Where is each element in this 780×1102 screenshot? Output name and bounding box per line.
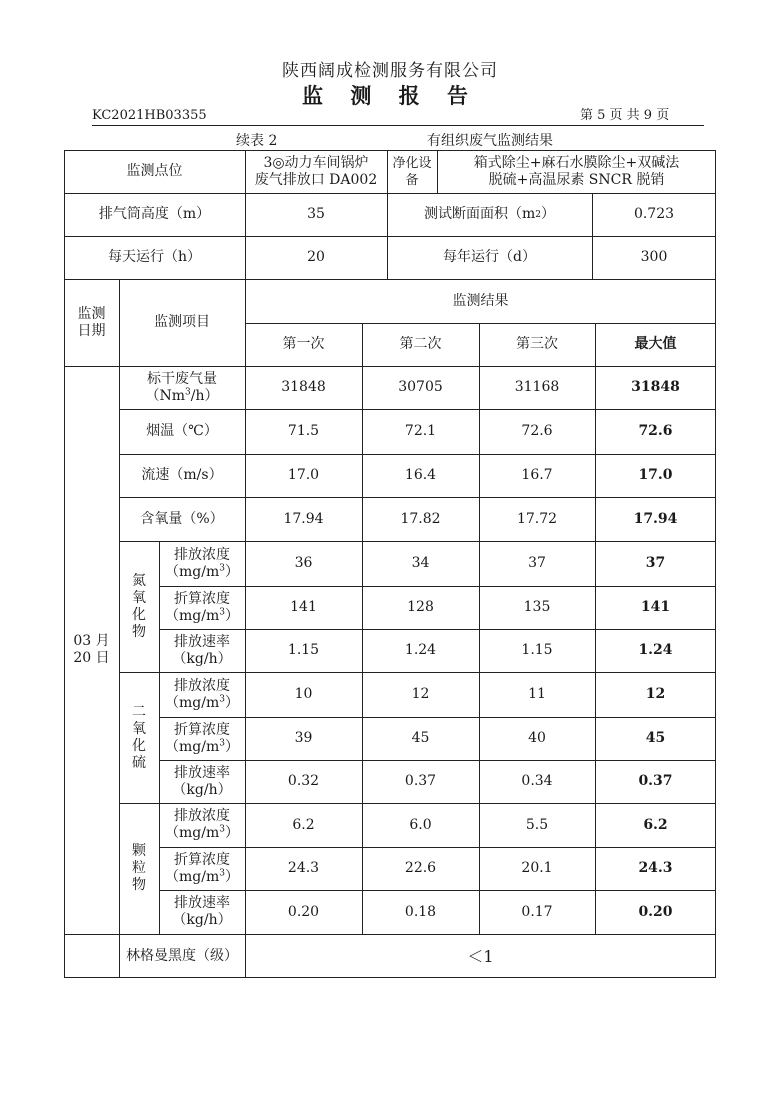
monitoring-date xyxy=(64,366,119,934)
so2-converted-label-text: 折算浓度 xyxy=(174,721,230,738)
so2-converted-unit xyxy=(165,739,239,756)
nox-converted-run-2: 128 xyxy=(407,599,434,615)
pm-group-char-2: 粒 xyxy=(132,860,146,876)
nox-conc-unit xyxy=(165,564,239,581)
table-name: 续表 2 xyxy=(236,133,278,149)
monitoring-point-line-2: 废气排放口 DA002 xyxy=(254,171,378,188)
pm-group-label xyxy=(119,803,159,934)
nox-converted-unit xyxy=(165,608,239,625)
so2-conc-unit-sup: 3 xyxy=(219,693,225,704)
so2-conc-unit xyxy=(165,695,239,712)
gas-volume-run-1: 31848 xyxy=(281,379,326,395)
nox-converted-run-3: 135 xyxy=(523,599,551,615)
temperature-max: 72.6 xyxy=(638,423,673,439)
gas-volume-run-2: 30705 xyxy=(398,379,443,395)
nox-rate-max: 1.24 xyxy=(638,642,673,658)
so2-group-char-4: 硫 xyxy=(132,754,146,771)
table-title: 有组织废气监测结果 xyxy=(427,133,553,149)
pm-rate-run-1: 0.20 xyxy=(287,903,320,920)
pm-converted-run-3: 20.1 xyxy=(521,860,553,876)
ringelmann-label: 林格曼黑度（级） xyxy=(126,947,238,964)
page-indicator: 第 5 页 共 9 页 xyxy=(580,108,670,123)
velocity-run-2: 16.4 xyxy=(404,467,437,483)
yearly-run-label: 每年运行（d） xyxy=(443,249,536,265)
gas-volume-label-text: 标干废气量 xyxy=(147,370,217,387)
nox-converted-unit-text: （mg/m xyxy=(165,607,220,624)
date-day: 20 日 xyxy=(73,650,110,666)
monitoring-point-value xyxy=(245,150,387,193)
col-header-max: 最大值 xyxy=(634,336,677,352)
date-header-line-2: 日期 xyxy=(77,322,106,339)
pm-conc-unit-text: （mg/m xyxy=(165,825,220,841)
pm-converted-unit xyxy=(165,869,239,886)
velocity-label: 流速（m/s） xyxy=(141,467,223,483)
nox-rate-run-1: 1.15 xyxy=(287,642,320,658)
nox-conc-unit-text: （mg/m xyxy=(165,563,220,580)
so2-conc-unit-close: ） xyxy=(224,694,239,711)
nox-conc-run-2: 34 xyxy=(411,555,430,571)
nox-group-char-3: 化 xyxy=(132,606,146,623)
ringelmann-value: ＜1 xyxy=(467,946,494,966)
report-number: KC2021HB03355 xyxy=(92,108,207,123)
col-header-run-2: 第二次 xyxy=(399,336,442,352)
date-column-header xyxy=(64,279,119,366)
nox-conc-run-3: 37 xyxy=(528,555,546,571)
nox-group-char-2: 氧 xyxy=(132,589,146,606)
section-area-label-text: 测试断面面积（m xyxy=(423,206,536,222)
velocity-run-1: 17.0 xyxy=(287,467,320,483)
pm-conc-unit-sup: 3 xyxy=(219,824,225,835)
pm-converted-run-2: 22.6 xyxy=(404,860,437,876)
so2-group-label xyxy=(119,672,159,803)
monitoring-point-label: 监测点位 xyxy=(126,163,183,179)
nox-converted-unit-close: ） xyxy=(224,607,239,624)
pm-rate-max: 0.20 xyxy=(638,903,673,920)
gas-volume-unit-sup: 3 xyxy=(185,386,191,397)
so2-conc-run-1: 10 xyxy=(294,686,313,702)
so2-converted-run-1: 39 xyxy=(294,730,313,746)
nox-group-label xyxy=(119,541,159,672)
temperature-run-1: 71.5 xyxy=(287,423,320,439)
so2-conc-run-2: 12 xyxy=(411,686,430,702)
pm-conc-unit-close: ） xyxy=(224,825,239,841)
so2-rate-max: 0.37 xyxy=(638,773,673,789)
so2-group-char-2: 氧 xyxy=(132,720,146,737)
monitoring-point-line-1: 3◎动力车间锅炉 xyxy=(263,154,369,171)
velocity-run-3: 16.7 xyxy=(521,467,553,483)
nox-conc-run-1: 36 xyxy=(294,555,313,571)
pm-rate-run-3: 0.17 xyxy=(521,903,553,920)
gas-volume-unit-text: （Nm xyxy=(145,387,186,404)
daily-run-label: 每天运行（h） xyxy=(107,249,202,265)
gas-volume-run-3: 31168 xyxy=(514,379,560,395)
pm-converted-unit-sup: 3 xyxy=(219,867,225,878)
nox-conc-max: 37 xyxy=(645,555,666,571)
pm-converted-unit-close: ） xyxy=(224,868,239,885)
so2-rate-run-2: 0.37 xyxy=(404,773,437,789)
nox-converted-run-1: 141 xyxy=(290,599,317,615)
pm-conc-run-2: 6.0 xyxy=(409,816,432,833)
pm-group-char-1: 颗 xyxy=(132,843,146,859)
so2-group-char-1: 二 xyxy=(132,703,146,720)
pm-conc-run-1: 6.2 xyxy=(292,816,315,833)
date-month: 03 月 xyxy=(73,633,110,649)
col-header-run-1: 第一次 xyxy=(282,336,325,352)
col-header-run-3: 第三次 xyxy=(516,336,558,352)
pm-group-char-3: 物 xyxy=(132,877,146,893)
purification-label: 净化设备 xyxy=(392,155,432,188)
pm-conc-label-text: 排放浓度 xyxy=(174,808,230,824)
nox-converted-max: 141 xyxy=(640,599,671,615)
so2-conc-max: 12 xyxy=(645,686,666,702)
stack-height-label: 排气筒高度（m） xyxy=(98,206,211,222)
pm-rate-label-text: 排放速率 xyxy=(174,895,230,911)
oxygen-run-2: 17.82 xyxy=(400,510,441,527)
yearly-run-value: 300 xyxy=(640,249,668,265)
gas-volume-max: 31848 xyxy=(631,379,680,395)
nox-converted-label-text: 折算浓度 xyxy=(174,590,230,607)
nox-group-char-1: 氮 xyxy=(132,572,146,589)
gas-volume-label xyxy=(119,366,245,409)
so2-converted-unit-text: （mg/m xyxy=(165,738,220,755)
so2-conc-label xyxy=(159,672,245,717)
pm-rate-unit: （kg/h） xyxy=(172,912,232,928)
so2-conc-unit-text: （mg/m xyxy=(165,694,220,711)
so2-converted-unit-sup: 3 xyxy=(219,737,225,748)
report-title: 监 测 报 告 xyxy=(302,83,478,108)
pm-converted-label-text: 折算浓度 xyxy=(174,851,230,868)
section-area-label-close: ） xyxy=(541,206,555,222)
temperature-run-3: 72.6 xyxy=(521,423,553,439)
temperature-label: 烟温（℃） xyxy=(146,423,218,439)
company-name: 陕西阔成检测服务有限公司 xyxy=(282,61,498,81)
nox-converted-label xyxy=(159,586,245,629)
daily-run-value: 20 xyxy=(307,249,325,265)
purification-line-2: 脱硫+高温尿素 SNCR 脱销 xyxy=(488,171,665,188)
nox-rate-label-text: 排放速率 xyxy=(174,633,230,650)
stack-height-value: 35 xyxy=(307,206,325,222)
pm-converted-label xyxy=(159,847,245,890)
oxygen-label: 含氧量（%） xyxy=(140,510,224,527)
so2-conc-label-text: 排放浓度 xyxy=(174,677,230,694)
date-header-line-1: 监测 xyxy=(77,305,106,322)
pm-converted-run-1: 24.3 xyxy=(287,860,320,876)
nox-rate-label xyxy=(159,629,245,672)
so2-converted-run-3: 40 xyxy=(528,730,546,746)
pm-conc-run-3: 5.5 xyxy=(525,816,549,833)
pm-conc-label xyxy=(159,803,245,847)
nox-rate-unit: （kg/h） xyxy=(172,650,232,667)
oxygen-max: 17.94 xyxy=(633,510,678,527)
section-area-label: 测试断面面积（m 2 ） xyxy=(423,206,555,222)
oxygen-run-3: 17.72 xyxy=(516,510,558,527)
nox-rate-run-2: 1.24 xyxy=(404,642,437,658)
temperature-run-2: 72.1 xyxy=(404,423,437,439)
pm-rate-label xyxy=(159,890,245,934)
so2-conc-run-3: 11 xyxy=(528,686,546,702)
oxygen-run-1: 17.94 xyxy=(283,510,324,527)
so2-group-char-3: 化 xyxy=(132,737,146,754)
gas-volume-unit-rest: /h） xyxy=(190,387,219,404)
nox-conc-unit-sup: 3 xyxy=(219,562,225,573)
so2-rate-unit: （kg/h） xyxy=(172,781,232,798)
pm-conc-max: 6.2 xyxy=(643,816,668,833)
item-column-header: 监测项目 xyxy=(154,314,210,330)
so2-rate-label-text: 排放速率 xyxy=(174,764,230,781)
section-area-value: 0.723 xyxy=(633,206,675,222)
nox-group-char-4: 物 xyxy=(132,623,146,640)
so2-rate-run-1: 0.32 xyxy=(287,773,320,789)
results-header: 监测结果 xyxy=(452,292,509,309)
purification-value xyxy=(437,150,716,193)
nox-conc-label-text: 排放浓度 xyxy=(174,546,230,563)
so2-converted-unit-close: ） xyxy=(224,738,239,755)
so2-rate-label xyxy=(159,760,245,803)
so2-converted-label xyxy=(159,717,245,760)
nox-rate-run-3: 1.15 xyxy=(521,642,553,658)
pm-rate-run-2: 0.18 xyxy=(404,903,437,920)
velocity-max: 17.0 xyxy=(638,467,673,483)
so2-rate-run-3: 0.34 xyxy=(521,773,553,789)
nox-conc-label xyxy=(159,541,245,586)
pm-conc-unit xyxy=(165,825,239,842)
so2-converted-max: 45 xyxy=(645,730,666,746)
pm-converted-unit-text: （mg/m xyxy=(165,868,220,885)
purification-line-1: 箱式除尘+麻石水膜除尘+双碱法 xyxy=(473,154,680,171)
pm-converted-max: 24.3 xyxy=(638,860,673,876)
nox-converted-unit-sup: 3 xyxy=(219,606,225,617)
gas-volume-unit xyxy=(146,388,219,405)
so2-converted-run-2: 45 xyxy=(411,730,430,746)
nox-conc-unit-close: ） xyxy=(224,563,239,580)
